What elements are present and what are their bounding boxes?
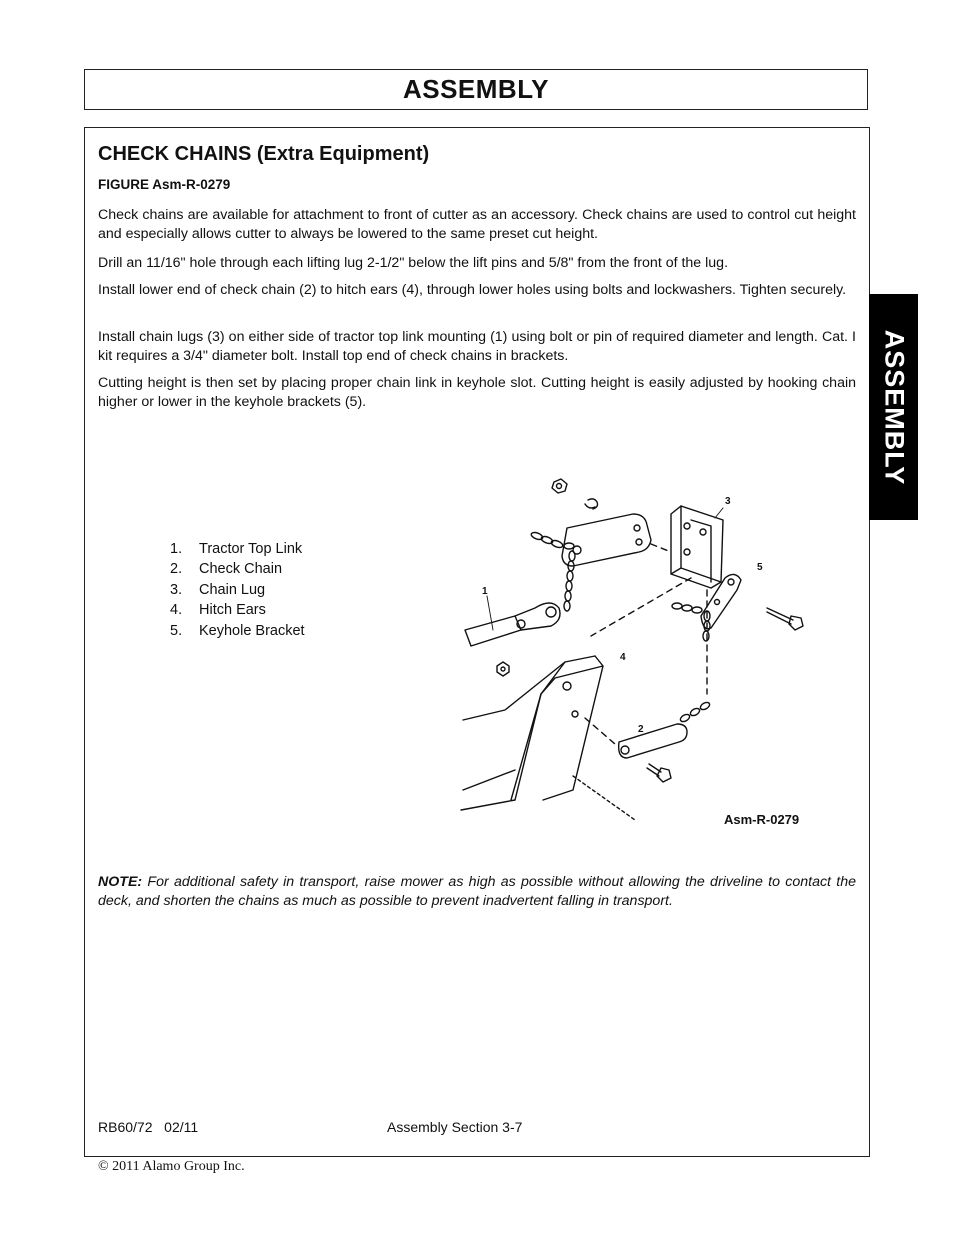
bolt-icon — [767, 608, 803, 630]
side-tab — [869, 294, 918, 520]
tractor-top-link — [465, 603, 560, 646]
nut-icon — [497, 662, 509, 676]
svg-text:2: 2 — [638, 724, 644, 735]
copyright: © 2011 Alamo Group Inc. — [98, 1159, 245, 1174]
washer-icon — [585, 499, 598, 509]
list-item: 5. Keyhole Bracket — [170, 622, 305, 639]
figure-label: Asm-R-0279 — [724, 812, 800, 827]
hitch-ears-frame — [461, 656, 635, 820]
right-chain — [672, 603, 710, 641]
paragraph-cutting-height: Cutting height is then set by placing proper chain link in keyhole slot. Cutting height is easily adjusted by hooking chain higher or lower in the keyhole brackets (5). — [98, 375, 856, 410]
paragraph-lower-end: Install lower end of check chain (2) to hitch ears (4), through lower holes using bolts and lockwashers. Tighten securely. — [98, 282, 847, 298]
note-text: For additional safety in transport, raise mower as high as possible without allowing the driveline to contact the deck, and shorten the chains as much as possible to prevent inadvertent falling in transport. — [98, 874, 856, 909]
side-tab-label: ASSEMBLY — [879, 329, 910, 485]
top-chain — [530, 531, 575, 611]
parts-list — [170, 541, 305, 643]
figure-reference: FIGURE Asm-R-0279 — [98, 177, 231, 192]
footer-section: Assembly Section 3-7 — [387, 1119, 523, 1135]
paragraph-drill: Drill an 11/16" hole through each lifting lug 2-1/2" below the lift pins and 5/8" from the front of the lug. — [98, 255, 729, 271]
dashed-guide-lines — [591, 544, 707, 694]
svg-text:5: 5 — [757, 562, 763, 573]
note-prefix: NOTE: — [98, 874, 143, 890]
note — [98, 873, 856, 910]
page-header — [84, 69, 868, 110]
svg-text:3: 3 — [725, 496, 731, 507]
list-item: 3. Chain Lug — [170, 581, 266, 598]
nut-icon — [552, 479, 567, 493]
header-title: ASSEMBLY — [402, 74, 550, 104]
svg-text:1: 1 — [482, 586, 488, 597]
list-item: 4. Hitch Ears — [170, 602, 266, 619]
section-title: CHECK CHAINS (Extra Equipment) — [98, 143, 430, 165]
callouts — [482, 496, 763, 735]
svg-text:4: 4 — [620, 652, 626, 663]
paragraph-chain-lugs: Install chain lugs (3) on either side of tractor top link mounting (1) using bolt or pin of required diameter and length. Cat. I kit requires a 3/4" diameter bolt. Install top end of check chains in brackets. — [98, 329, 856, 364]
bolt-icon — [647, 764, 671, 782]
lower-check-chain — [619, 701, 711, 758]
list-item: 1. Tractor Top Link — [170, 541, 303, 557]
paragraph-intro: Check chains are available for attachment to front of cutter as an accessory. Check chains are used to control cut height and especially allows cutter to always be lowered to the same preset cut height. — [98, 207, 856, 242]
list-item: 2. Check Chain — [170, 561, 283, 578]
check-chain-diagram — [455, 470, 815, 830]
footer-model: RB60/72 02/11 — [98, 1119, 199, 1135]
